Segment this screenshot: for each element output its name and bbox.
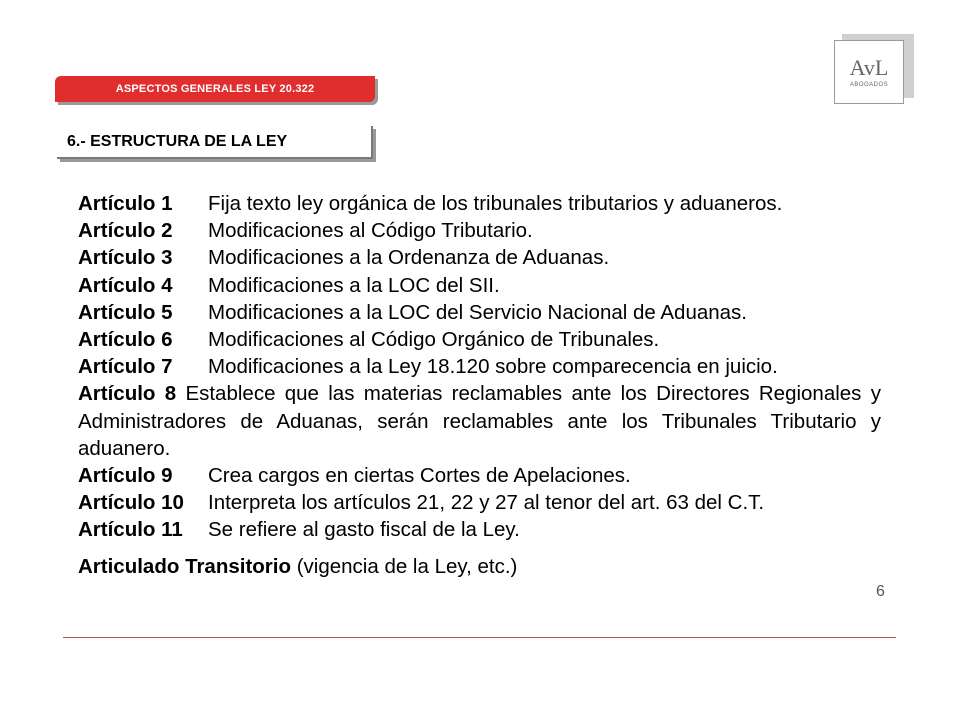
article-text: Crea cargos en ciertas Cortes de Apelaciones.: [208, 464, 631, 488]
article-text: Modificaciones al Código Orgánico de Tribunales.: [208, 328, 660, 352]
logo: [834, 34, 914, 104]
banner-label: ASPECTOS GENERALES LEY 20.322: [115, 83, 315, 95]
article-text: Interpreta los artículos 21, 22 y 27 al tenor del art. 63 del C.T.: [208, 491, 765, 515]
article-label: Artículo 1: [78, 192, 173, 215]
article-text: Establece que las materias reclamables ante los Directores Regionales y Administradores de Aduanas, serán reclamables ante los Tribunales Tributario y aduanero.: [78, 382, 881, 460]
transitorio-label: Articulado Transitorio: [78, 554, 291, 578]
article-label: Artículo 6: [78, 328, 173, 352]
list-item: [78, 380, 881, 462]
list-item: [78, 190, 881, 217]
list-item: [78, 516, 881, 543]
article-text: Modificaciones a la LOC del SII.: [208, 273, 500, 297]
section-title: [57, 126, 373, 159]
article-label: Artículo 9: [78, 464, 173, 488]
logo-box: [834, 40, 904, 104]
logo-mark: AvL: [849, 54, 889, 80]
article-label: Artículo 7: [78, 355, 173, 379]
article-text: Fija texto ley orgánica de los tribunales tributarios y aduaneros.: [208, 192, 783, 215]
footer-divider: [63, 637, 896, 638]
list-item: [78, 299, 881, 326]
list-item: [78, 272, 881, 299]
article-label: Artículo 8: [78, 382, 177, 406]
article-label: Artículo 10: [78, 491, 184, 515]
article-label: Artículo 3: [78, 246, 173, 270]
article-text: Modificaciones al Código Tributario.: [208, 219, 533, 243]
list-item: [78, 244, 881, 271]
article-text: Modificaciones a la LOC del Servicio Nacional de Aduanas.: [208, 300, 747, 324]
article-label: Artículo 4: [78, 273, 173, 297]
section-banner: [55, 76, 375, 102]
article-list: [78, 190, 881, 580]
transitorio-text: (vigencia de la Ley, etc.): [296, 554, 518, 578]
article-text: Modificaciones a la Ley 18.120 sobre comparecencia en juicio.: [208, 355, 778, 379]
article-label: Artículo 11: [78, 518, 183, 542]
article-text: Modificaciones a la Ordenanza de Aduanas.: [208, 246, 610, 270]
list-item: [78, 489, 881, 516]
list-item: [78, 353, 881, 380]
list-item: [78, 462, 881, 489]
article-label: Artículo 5: [78, 300, 173, 324]
section-title-label: 6.- ESTRUCTURA DE LA LEY: [67, 132, 288, 150]
page-number: 6: [876, 583, 885, 600]
list-item: [78, 326, 881, 353]
logo-subtitle: ABOGADOS: [849, 81, 889, 88]
article-label: Artículo 2: [78, 219, 173, 243]
list-item: [78, 217, 881, 244]
article-text: Se refiere al gasto fiscal de la Ley.: [208, 518, 520, 542]
transitorio-line: [78, 553, 881, 580]
